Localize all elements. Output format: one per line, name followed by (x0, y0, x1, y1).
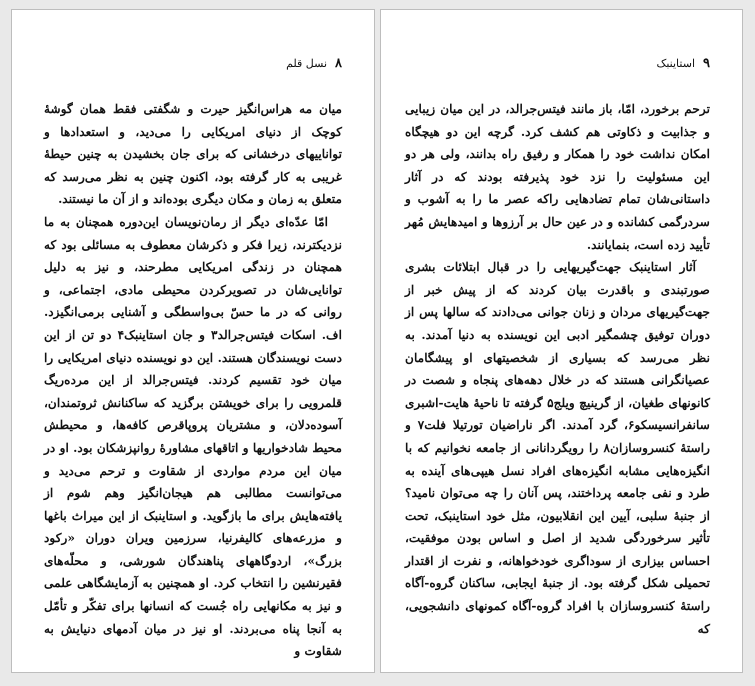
left-page-body (44, 98, 342, 663)
right-page (380, 9, 743, 673)
right-page-header (657, 56, 710, 71)
right-page-number: ۹ (703, 56, 710, 71)
right-paragraph-1: ترحم برخورد، امّا، باز مانند فیتس‌جرالد، در این میان زیبایی و جذابیت و ذکاوتی هم کشف کرد. گرچه این دو هیچگاه امکان نداشت خود را همکار و رفیق راه بدانند، ولی هر دو این مسئولیت را نزد خود پذیرفته بودند که در آثار داستانی‌شان تمام تضادهایی راکه عصر ما را به آشوب و سردرگمی کشانده و در عین حال بر آرزوها و امیدهایش مُهر تأیید زده است، بنمایانند. (405, 102, 710, 252)
left-paragraph-2: امّا عدّه‌ای دیگر از رمان‌نویسان این‌دوره همچنان به ما نزدیکترند، زیرا فکر و ذکرشان معطوف به مسائلی بود که همچنان در زندگی امریکایی مطرحند، و نیز به دلیل توانایی‌شان در تصویرکردن محیطی مادی، اجتماعی، و روانی که در ما حسّ بی‌واسطگی و آشنایی برمی‌انگیزد. اف. اسکات فیتس‌جرالد۳ و جان استاینبک۴ دو تن از این دست نویسندگان هستند. این دو نویسنده دنیای امریکایی را میان خود تقسیم کردند. فیتس‌جرالد از این مرده‌ریگ قلمرویی را برای خویشتن برگزید که ساکنانش ثروتمندان، آسوده‌دلان، و مشتریان پروپاقرص کافه‌ها، و محیطش محیط شادخواریها و اتاقهای مشاورهٔ روانپزشکان بود. او در میان این مردم مواردی از شقاوت و ترحم می‌دید و می‌توانست مطالبی هم هیجان‌انگیز وهم شوم از یافته‌هایش برای ما بازگوید. و استاینبک از این میراث باغها و مزرعه‌های کالیفرنیا، سرزمین ویران دوران «رکود بزرگ»، اردوگاههای پناهندگان شورشی، و محلّه‌های فقیرنشین را انتخاب کرد. او همچنین به آزمایشگاهی علمی و نیز به مکانهایی راه جُست که انسانها برای تفکّر و تأمّل به آنجا پناه می‌بردند. او نیز در میان آدمهای دنیایش به شقاوت و (44, 214, 342, 659)
left-page (11, 9, 375, 673)
left-running-title: نسل قلم (286, 57, 328, 70)
right-paragraph-2: آثار استاینبک جهت‌گیریهایی را در قبال ابتلائات بشری صورتبندی و باقدرت بیان کردند که از پیش خبر از جهت‌گیریهای مردان و زنان جوانی می‌دادند که سالها پس از دوران توفیق چشمگیر ادبی این نویسنده به دنیا آمدند. به نظر می‌رسد که بسیاری از شخصیتهای او پیشگامان عصیانگرانی هستند که در خلال دهه‌های پنجاه و شصت در کانونهای طغیان، از گرینیچ ویلج۵ گرفته تا ناحیهٔ هایت-اشبری سانفرانسیسکو۶، گرد آمدند. اگر ناراضیان تورتیلا فلت۷ و راستهٔ کنسروسازان۸ را رویگردانانی از جامعه نخوانیم که با انگیزه‌هایی مشابه انگیزه‌های افراد نسل هیپی‌های آینده به طرد و نفی جامعه پرداختند، پس آنان را چه می‌توان نامید؟ از جنبهٔ سلبی، آیین این انقلابیون، مثل خود استاینبک، تحت تأثیر سرخوردگی شدید از اصل و اساس بودن موفقیت، احساس بیزاری از سوداگری خودخواهانه، و نفرت از اقتدار تحمیلی شکل گرفته بود. از جنبهٔ ایجابی، ساکنان گروه-آگاه راستهٔ کنسروسازان با افراد گروه-آگاه کمونهای دانشجویی، که (405, 260, 710, 636)
right-running-title: استاینبک (656, 57, 696, 70)
left-paragraph-1: میان مه هراس‌انگیز حیرت و شگفتی فقط همان گوشهٔ کوچک از دنیای امریکایی را می‌دید، و استعدادها و تواناییهای درخشانی که برای جان بخشیدن به چنین حیطهٔ غریبی به کار گرفته بود، اکنون چنین به نظر می‌رسد که متعلق به زمان و مکان دیگری بوده‌اند و از آن ما نیستند. (44, 102, 342, 207)
left-page-number: ۸ (335, 56, 342, 71)
left-page-header (286, 56, 342, 71)
right-page-body (405, 98, 710, 640)
